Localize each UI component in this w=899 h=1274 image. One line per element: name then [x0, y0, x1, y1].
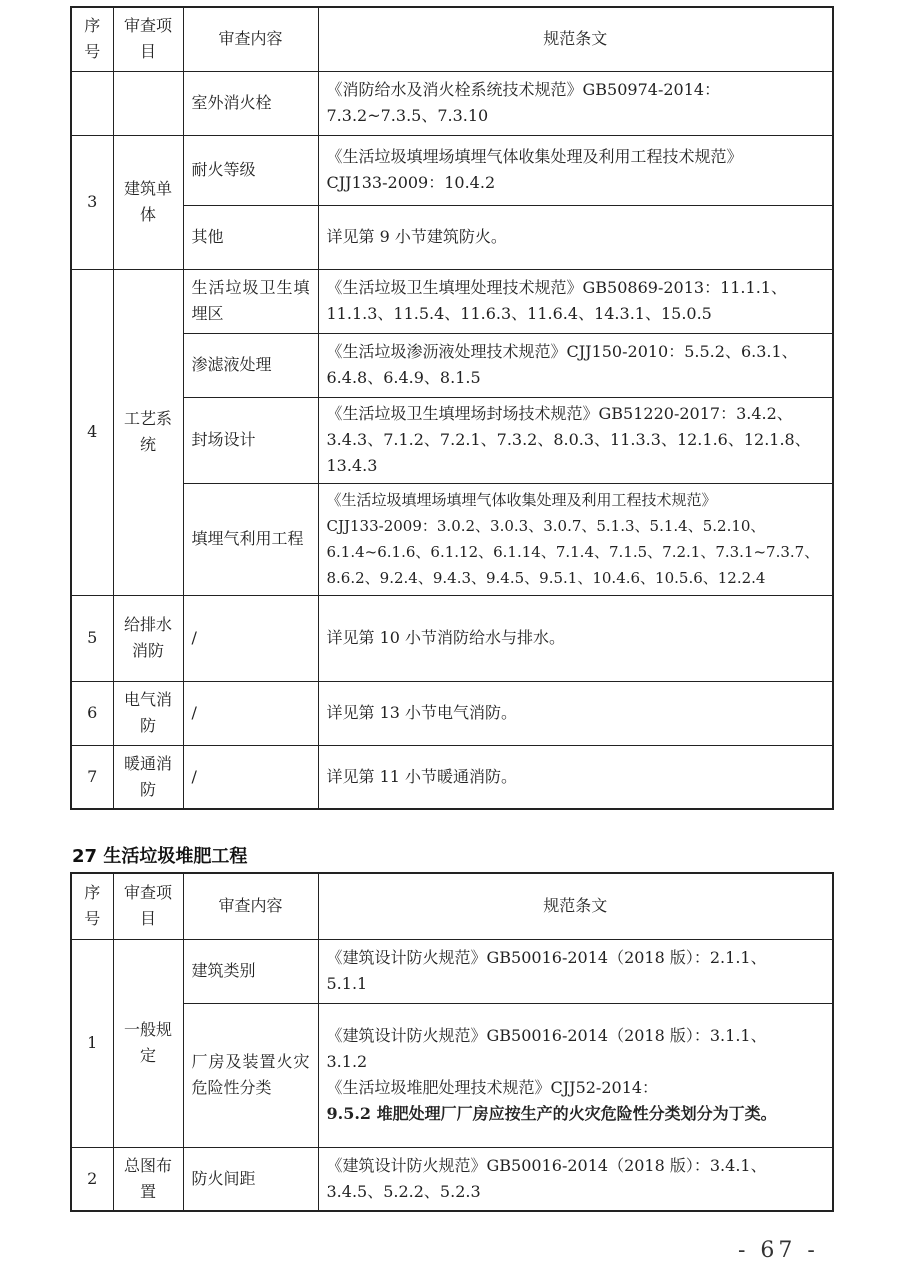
header-no: 序号 — [71, 7, 113, 71]
page-number: - 67 - — [738, 1238, 819, 1263]
review-content: 防火间距 — [183, 1147, 318, 1211]
table-header-row — [71, 7, 833, 71]
review-item: 给排水消防 — [113, 595, 183, 681]
clause-cell: 《建筑设计防火规范》GB50016-2014（2018 版）：2.1.1、 5.1.1 — [318, 939, 833, 1003]
review-content: 生活垃圾卫生填埋区 — [183, 269, 318, 333]
clause-cell: 《建筑设计防火规范》GB50016-2014（2018 版）：3.4.1、 3.4.5、5.2.2、5.2.3 — [318, 1147, 833, 1211]
clause-cell: 《生活垃圾卫生填埋场封场技术规范》GB51220-2017：3.4.2、 3.4.3、7.1.2、7.2.1、7.3.2、8.0.3、11.3.3、12.1.6、12.1.8、 13.4.3 — [318, 397, 833, 483]
table-row — [71, 1147, 833, 1211]
review-table-2 — [70, 872, 834, 1212]
review-item: 工艺系统 — [113, 269, 183, 595]
review-content: 室外消火栓 — [183, 71, 318, 135]
table-row — [71, 745, 833, 809]
review-item: 总图布置 — [113, 1147, 183, 1211]
clause-cell: 《建筑设计防火规范》GB50016-2014（2018 版）：3.1.1、 3.1.2 《生活垃圾堆肥处理技术规范》CJJ52-2014： 9.5.2 堆肥处理厂厂房应按生产的火灾危险性分类划分为丁类。 — [318, 1003, 833, 1147]
table-row — [71, 681, 833, 745]
review-content: / — [183, 595, 318, 681]
clause-cell: 详见第 11 小节暖通消防。 — [318, 745, 833, 809]
clause-cell: 《生活垃圾填埋场填埋气体收集处理及利用工程技术规范》 CJJ133-2009：10.4.2 — [318, 135, 833, 205]
header-content: 审查内容 — [183, 873, 318, 939]
table-header-row — [71, 873, 833, 939]
header-item: 审查项目 — [113, 873, 183, 939]
review-content: 封场设计 — [183, 397, 318, 483]
section-heading: 27 生活垃圾堆肥工程 — [72, 846, 248, 867]
review-content: 其他 — [183, 205, 318, 269]
table-row — [71, 333, 833, 397]
header-item: 审查项目 — [113, 7, 183, 71]
header-content: 审查内容 — [183, 7, 318, 71]
table-row — [71, 1003, 833, 1147]
review-content: / — [183, 745, 318, 809]
review-item: 建筑单体 — [113, 135, 183, 269]
table-row — [71, 397, 833, 483]
row-number: 6 — [71, 681, 113, 745]
review-item: 电气消防 — [113, 681, 183, 745]
table-row — [71, 939, 833, 1003]
row-number: 5 — [71, 595, 113, 681]
review-content: 渗滤液处理 — [183, 333, 318, 397]
review-table-1 — [70, 6, 834, 810]
bold-clause: 9.5.2 堆肥处理厂厂房应按生产的火灾危险性分类划分为丁类。 — [326, 1104, 777, 1123]
review-content: / — [183, 681, 318, 745]
clause-cell: 《生活垃圾渗沥液处理技术规范》CJJ150-2010：5.5.2、6.3.1、 6.4.8、6.4.9、8.1.5 — [318, 333, 833, 397]
clause-cell: 详见第 9 小节建筑防火。 — [318, 205, 833, 269]
review-content: 厂房及装置火灾危险性分类 — [183, 1003, 318, 1147]
review-content: 耐火等级 — [183, 135, 318, 205]
review-item: 暖通消防 — [113, 745, 183, 809]
clause-cell: 详见第 13 小节电气消防。 — [318, 681, 833, 745]
clause-cell: 详见第 10 小节消防给水与排水。 — [318, 595, 833, 681]
table-row — [71, 135, 833, 205]
clause-cell: 《生活垃圾填埋场填埋气体收集处理及利用工程技术规范》 CJJ133-2009：3.0.2、3.0.3、3.0.7、5.1.3、5.1.4、5.2.10、 6.1.4~6.1.6、6.1.12、6.1.14、7.1.4、7.1.5、7.2.1、7.3.1~7.3.7、 8.6.2、9.2.4、9.4.3、9.4.5、9.5.1、10.4.6、10.5.6、12.2.4 — [318, 483, 833, 595]
header-clause: 规范条文 — [318, 7, 833, 71]
review-item: 一般规定 — [113, 939, 183, 1147]
row-number: 1 — [71, 939, 113, 1147]
row-number: 2 — [71, 1147, 113, 1211]
review-content: 建筑类别 — [183, 939, 318, 1003]
table-row — [71, 205, 833, 269]
table-row — [71, 595, 833, 681]
clause-cell: 《生活垃圾卫生填埋处理技术规范》GB50869-2013：11.1.1、 11.1.3、11.5.4、11.6.3、11.6.4、14.3.1、15.0.5 — [318, 269, 833, 333]
review-content: 填埋气利用工程 — [183, 483, 318, 595]
header-no: 序号 — [71, 873, 113, 939]
header-clause: 规范条文 — [318, 873, 833, 939]
table-row — [71, 269, 833, 333]
clause-cell: 《消防给水及消火栓系统技术规范》GB50974-2014： 7.3.2~7.3.5、7.3.10 — [318, 71, 833, 135]
row-number: 7 — [71, 745, 113, 809]
table-row — [71, 483, 833, 595]
table-row — [71, 71, 833, 135]
row-number: 4 — [71, 269, 113, 595]
row-number: 3 — [71, 135, 113, 269]
